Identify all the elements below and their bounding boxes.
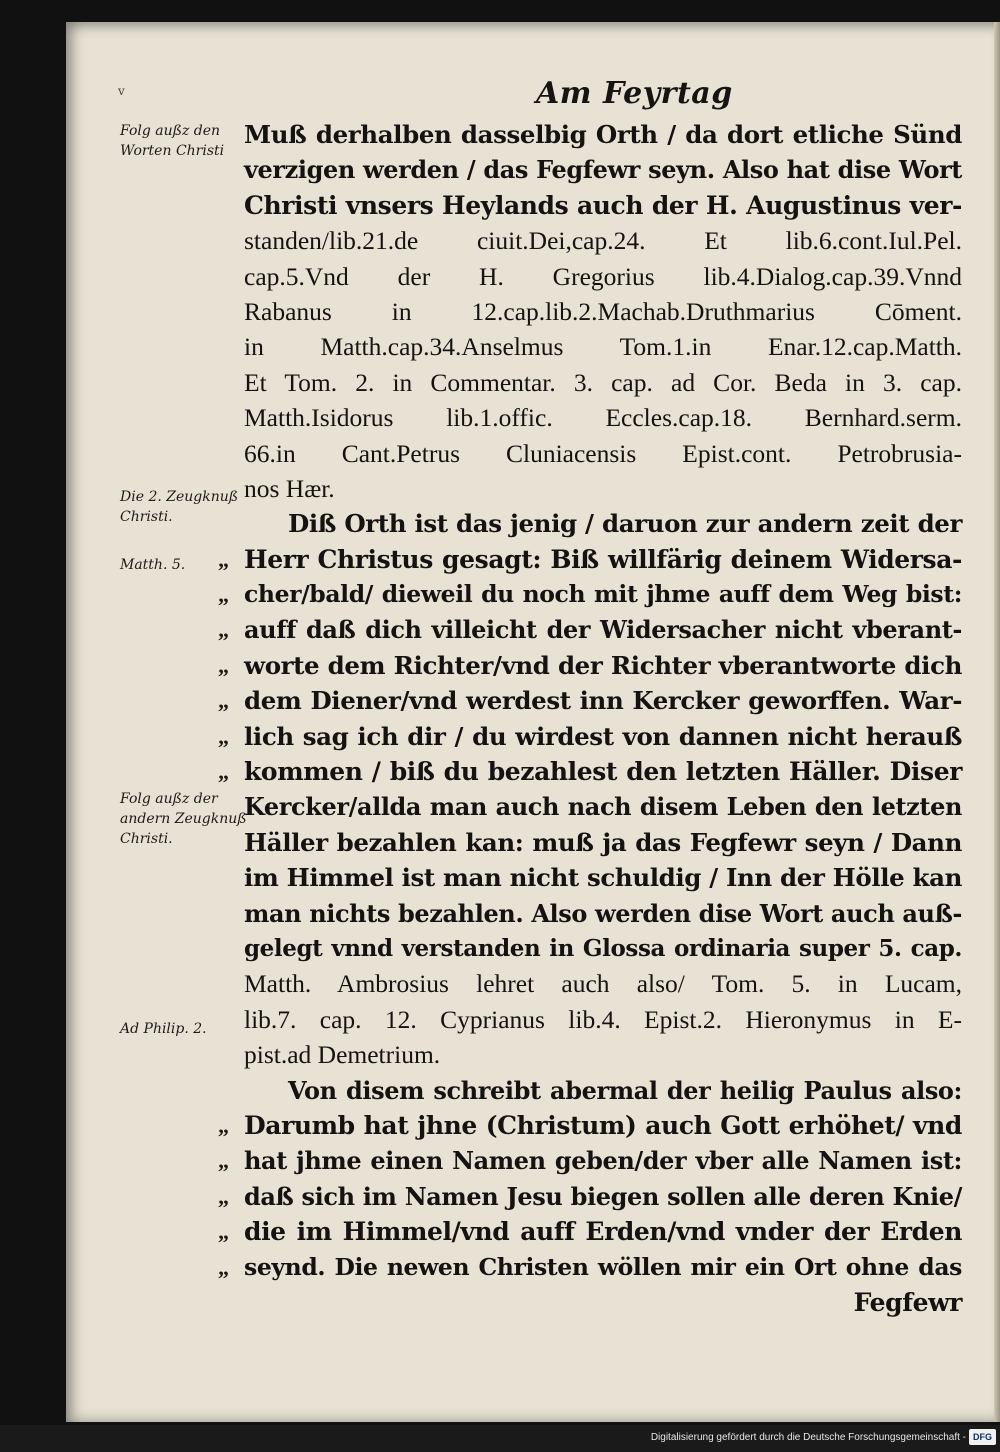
- text-line: [244, 259, 962, 294]
- text-line: [218, 648, 962, 683]
- running-head: Am Feyrtag: [536, 76, 733, 111]
- text-line-content: man nichts bezahlen. Also werden dise Wort auch auß-: [244, 898, 962, 928]
- text-line-content: lich sag ich dir / du wirdest von dannen nicht herauß: [244, 721, 962, 751]
- text-line: [218, 1108, 962, 1143]
- quotation-mark: „: [218, 759, 229, 785]
- text-line: [218, 754, 962, 789]
- quotation-mark: „: [218, 723, 229, 749]
- marginal-note-folg-zeugnuss: Folg außz der andern Zeugknuß Christi.: [120, 791, 247, 847]
- text-line-content: Kercker/allda man auch nach disem Leben den letzten: [244, 792, 962, 822]
- text-line-content: im Himmel ist man nicht schuldig / Inn der Hölle kan: [244, 863, 962, 893]
- text-line: [244, 365, 962, 400]
- text-line-content: Häller bezahlen kan: muß ja das Fegfewr seyn / Dann: [244, 827, 962, 857]
- text-line-content: verzigen werden / das Fegfewr seyn. Also hat dise Wort: [244, 155, 962, 185]
- text-line-content: Darumb hat jhne (Christum) auch Gott erhöhet/ vnd: [244, 1110, 962, 1140]
- text-line: [244, 966, 962, 1001]
- text-line: [218, 542, 962, 577]
- text-line: [244, 471, 962, 506]
- text-line: [218, 683, 962, 718]
- text-line-content: cher/bald/ dieweil du noch mit jhme auff dem Weg bist:: [244, 580, 962, 609]
- text-line: [244, 400, 962, 435]
- text-line-content: pist.ad Demetrium.: [244, 1040, 441, 1070]
- quotation-mark: „: [218, 617, 229, 643]
- text-line: [244, 117, 962, 152]
- quotation-mark: „: [218, 582, 229, 608]
- text-line-content: die im Himmel/vnd auff Erden/vnd vnder der Erden: [244, 1217, 962, 1247]
- dfg-logo: DFG: [969, 1429, 996, 1445]
- text-line: [218, 577, 962, 612]
- text-line: [244, 1037, 962, 1072]
- text-line-content: 66.in Cant.Petrus Cluniacensis Epist.cont. Petrobrusia-: [244, 438, 962, 468]
- text-line: [244, 223, 962, 258]
- text-line: [244, 294, 962, 329]
- text-line-content: in Matth.cap.34.Anselmus Tom.1.in Enar.12.cap.Matth.: [244, 332, 962, 362]
- text-line: [244, 436, 962, 471]
- text-line: [244, 188, 962, 223]
- text-line-content: kommen / biß du bezahlest den letzten Häller. Diser: [244, 757, 962, 787]
- text-line: [244, 931, 962, 966]
- text-line-content: Christi vnsers Heylands auch der H. Augustinus ver-: [244, 190, 962, 220]
- marginal-note-matth: Matth. 5.: [120, 557, 186, 573]
- quotation-mark: „: [218, 546, 229, 572]
- body-text: [218, 117, 962, 1320]
- text-line-content: Muß derhalben dasselbig Orth / da dort etliche Sünd: [244, 120, 962, 149]
- text-line-content: standen/lib.21.de ciuit.Dei,cap.24. Et lib.6.cont.Iul.Pel.: [244, 226, 962, 256]
- text-line-content: worte dem Richter/vnd der Richter vberantworte dich: [244, 650, 962, 680]
- text-line: [244, 152, 962, 187]
- text-line: [244, 896, 962, 931]
- text-line-content: auff daß dich villeicht der Widersacher nicht vberant-: [244, 615, 962, 645]
- text-line-content: Diß Orth ist das jenig / daruon zur andern zeit der: [288, 509, 962, 539]
- quotation-mark: „: [218, 1148, 229, 1174]
- text-line-content: hat jhme einen Namen geben/der vber alle Namen ist:: [244, 1146, 962, 1176]
- text-line-content: Fegfewr: [853, 1287, 962, 1317]
- marginal-note-zeugnuss: Die 2. Zeugknuß Christi.: [120, 489, 239, 525]
- text-line: [218, 1214, 962, 1249]
- text-line-content: Herr Christus gesagt: Biß willfärig deinem Widersa-: [244, 544, 962, 574]
- quotation-mark: „: [218, 1254, 229, 1280]
- quotation-mark: „: [218, 1219, 229, 1245]
- text-line: [244, 1285, 962, 1320]
- quotation-mark: „: [218, 1112, 229, 1138]
- text-line-content: cap.5.Vnd der H. Gregorius lib.4.Dialog.cap.39.Vnnd: [244, 261, 962, 291]
- marginal-note-philip: Ad Philip. 2.: [120, 1021, 207, 1037]
- text-line-content: Matth.Isidorus lib.1.offic. Eccles.cap.18. Bernhard.serm.: [244, 403, 962, 433]
- text-line-content: gelegt vnnd verstanden in Glossa ordinaria super 5. cap.: [244, 934, 962, 962]
- text-line-content: Von disem schreibt abermal der heilig Paulus also:: [288, 1075, 962, 1105]
- text-line-content: dem Diener/vnd werdest inn Kercker geworffen. War-: [244, 686, 962, 716]
- quotation-mark: „: [218, 652, 229, 678]
- text-line-content: lib.7. cap. 12. Cyprianus lib.4. Epist.2. Hieronymus in E-: [244, 1004, 962, 1034]
- page-edge: [994, 22, 1000, 1422]
- text-line-content: Et Tom. 2. in Commentar. 3. cap. ad Cor. Beda in 3. cap.: [244, 367, 962, 397]
- text-line: [244, 825, 962, 860]
- text-line-content: seynd. Die newen Christen wöllen mir ein Ort ohne das: [244, 1252, 962, 1281]
- text-line: [244, 860, 962, 895]
- text-line: [218, 719, 962, 754]
- text-line: [244, 329, 962, 364]
- corner-mark: v: [118, 84, 125, 98]
- text-line: [244, 506, 962, 541]
- marginal-note-folg-worten: Folg außz den Worten Christi: [120, 123, 225, 159]
- text-line: [244, 789, 962, 824]
- quotation-mark: „: [218, 1183, 229, 1209]
- text-line: [218, 612, 962, 647]
- digitization-credit: Digitalisierung gefördert durch die Deutsche Forschungsgemeinschaft -: [650, 1432, 966, 1443]
- text-line: [244, 1002, 962, 1037]
- text-line-content: Rabanus in 12.cap.lib.2.Machab.Druthmarius Cōment.: [244, 296, 962, 326]
- quotation-mark: „: [218, 688, 229, 714]
- text-line: [218, 1143, 962, 1178]
- text-line-content: Matth. Ambrosius lehret auch also/ Tom. 5. in Lucam,: [244, 969, 962, 999]
- text-line: [218, 1250, 962, 1285]
- text-line: [218, 1179, 962, 1214]
- text-line-content: nos Hær.: [244, 473, 335, 503]
- text-line: [244, 1073, 962, 1108]
- text-line-content: daß sich im Namen Jesu biegen sollen alle deren Knie/: [244, 1181, 962, 1211]
